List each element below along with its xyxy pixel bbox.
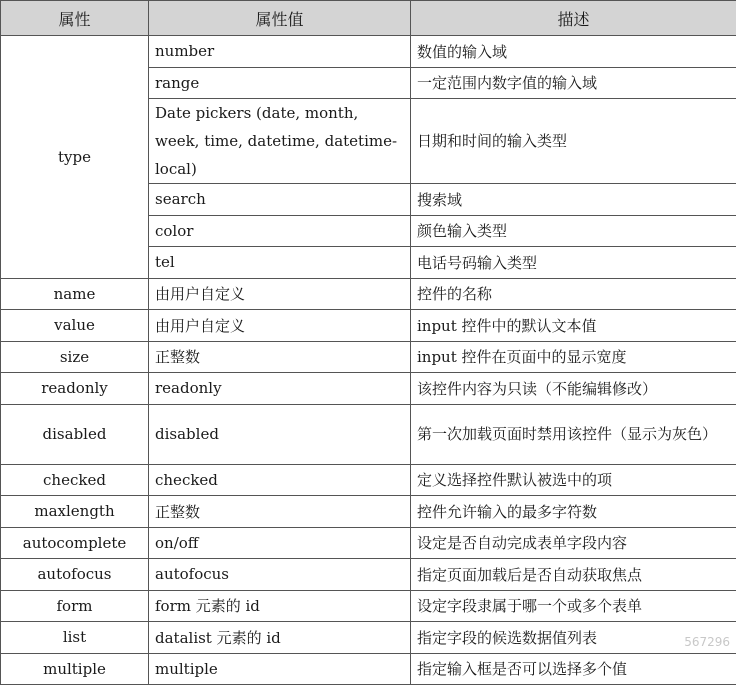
attr-cell: disabled bbox=[1, 404, 149, 464]
desc-cell: 设定是否自动完成表单字段内容 bbox=[411, 527, 736, 559]
value-cell: Date pickers (date, month, week, time, datetime, datetime-local) bbox=[149, 99, 411, 184]
table-row bbox=[1, 404, 736, 464]
table-row bbox=[1, 464, 736, 496]
desc-cell: 该控件内容为只读（不能编辑修改） bbox=[411, 373, 736, 405]
table-row bbox=[1, 310, 736, 342]
desc-cell: 颜色输入类型 bbox=[411, 215, 736, 247]
desc-cell: 控件的名称 bbox=[411, 278, 736, 310]
value-cell: multiple bbox=[149, 653, 411, 685]
value-cell: datalist 元素的 id bbox=[149, 622, 411, 654]
desc-cell: 指定页面加载后是否自动获取焦点 bbox=[411, 559, 736, 591]
value-cell: checked bbox=[149, 464, 411, 496]
value-cell: 正整数 bbox=[149, 341, 411, 373]
desc-cell: 搜索域 bbox=[411, 184, 736, 216]
header-row bbox=[1, 1, 736, 36]
desc-cell: 第一次加载页面时禁用该控件（显示为灰色） bbox=[411, 404, 736, 464]
desc-cell: 控件允许输入的最多字符数 bbox=[411, 496, 736, 528]
value-cell: on/off bbox=[149, 527, 411, 559]
header-description: 描述 bbox=[411, 1, 736, 36]
value-cell: form 元素的 id bbox=[149, 590, 411, 622]
attr-cell: multiple bbox=[1, 653, 149, 685]
value-cell: color bbox=[149, 215, 411, 247]
desc-cell: 设定字段隶属于哪一个或多个表单 bbox=[411, 590, 736, 622]
value-cell: 由用户自定义 bbox=[149, 278, 411, 310]
table-row bbox=[1, 373, 736, 405]
desc-cell: 电话号码输入类型 bbox=[411, 247, 736, 279]
value-cell: number bbox=[149, 36, 411, 68]
desc-cell: input 控件中的默认文本值 bbox=[411, 310, 736, 342]
header-attribute-value: 属性值 bbox=[149, 1, 411, 36]
attr-cell: maxlength bbox=[1, 496, 149, 528]
attr-cell: size bbox=[1, 341, 149, 373]
table-row bbox=[1, 341, 736, 373]
attr-cell: form bbox=[1, 590, 149, 622]
table-row bbox=[1, 496, 736, 528]
attr-cell: checked bbox=[1, 464, 149, 496]
attr-cell: name bbox=[1, 278, 149, 310]
desc-cell: 定义选择控件默认被选中的项 bbox=[411, 464, 736, 496]
value-cell: disabled bbox=[149, 404, 411, 464]
attr-cell: value bbox=[1, 310, 149, 342]
value-cell: range bbox=[149, 67, 411, 99]
value-cell: 由用户自定义 bbox=[149, 310, 411, 342]
table-row bbox=[1, 590, 736, 622]
attr-cell: autofocus bbox=[1, 559, 149, 591]
table-row bbox=[1, 36, 736, 68]
attr-cell: list bbox=[1, 622, 149, 654]
watermark: 567296 bbox=[684, 635, 730, 649]
table-row bbox=[1, 559, 736, 591]
attr-cell-type: type bbox=[1, 36, 149, 279]
desc-cell: input 控件在页面中的显示宽度 bbox=[411, 341, 736, 373]
value-cell: search bbox=[149, 184, 411, 216]
value-cell: tel bbox=[149, 247, 411, 279]
table-row bbox=[1, 653, 736, 685]
desc-cell: 指定字段的候选数据值列表 bbox=[411, 622, 736, 654]
table-row bbox=[1, 622, 736, 654]
attr-cell: autocomplete bbox=[1, 527, 149, 559]
table-row bbox=[1, 278, 736, 310]
table-row bbox=[1, 527, 736, 559]
value-cell: 正整数 bbox=[149, 496, 411, 528]
desc-cell: 指定输入框是否可以选择多个值 bbox=[411, 653, 736, 685]
desc-cell: 一定范围内数字值的输入域 bbox=[411, 67, 736, 99]
desc-cell: 数值的输入域 bbox=[411, 36, 736, 68]
attr-cell: readonly bbox=[1, 373, 149, 405]
value-cell: autofocus bbox=[149, 559, 411, 591]
desc-cell: 日期和时间的输入类型 bbox=[411, 99, 736, 184]
header-attribute: 属性 bbox=[1, 1, 149, 36]
value-cell: readonly bbox=[149, 373, 411, 405]
